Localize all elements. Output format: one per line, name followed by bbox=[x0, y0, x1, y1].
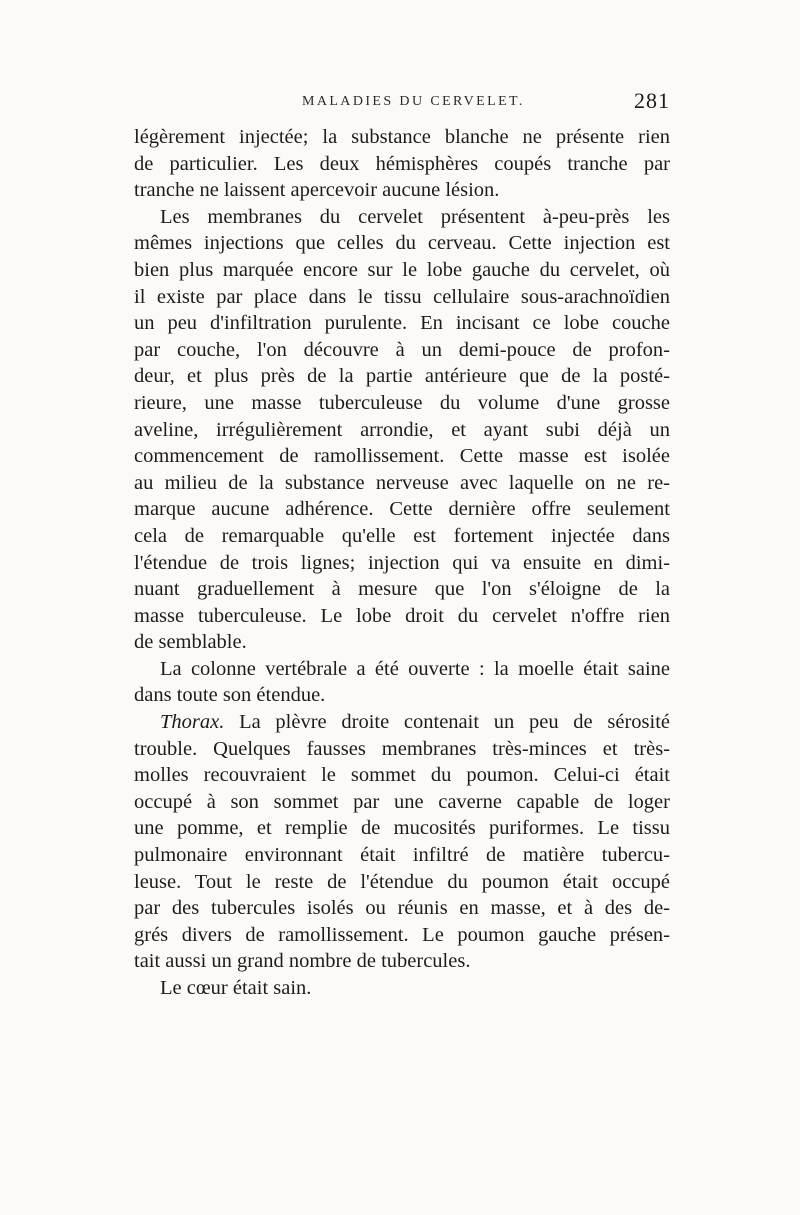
text-line: trouble. Quelques fausses membranes très-minces et très- bbox=[134, 737, 670, 760]
text-line: bien plus marquée encore sur le lobe gauche du cervelet, où bbox=[134, 258, 670, 281]
running-head: MALADIES DU CERVELET. bbox=[302, 94, 525, 109]
text-line: occupé à son sommet par une caverne capable de loger bbox=[134, 790, 670, 813]
text-line: l'étendue de trois lignes; injection qui va ensuite en dimi- bbox=[134, 551, 670, 574]
text-line: Les membranes du cervelet présentent à-peu-près les bbox=[160, 205, 670, 228]
text-line: deur, et plus près de la partie antérieure que de la posté- bbox=[134, 365, 670, 388]
text-line: mêmes injections que celles du cerveau. Cette injection est bbox=[134, 232, 670, 255]
text-line: par des tubercules isolés ou réunis en masse, et à des de- bbox=[134, 897, 670, 920]
text-line: cela de remarquable qu'elle est fortement injectée dans bbox=[134, 524, 670, 547]
page-header bbox=[134, 88, 670, 118]
text-line: masse tuberculeuse. Le lobe droit du cervelet n'offre rien bbox=[134, 604, 670, 627]
thorax-line bbox=[134, 709, 670, 736]
text-line: Le cœur était sain. bbox=[160, 977, 312, 999]
text-line: aveline, irrégulièrement arrondie, et ayant subi déjà un bbox=[134, 418, 670, 441]
text-line: tranche ne laissent apercevoir aucune lésion. bbox=[134, 179, 500, 202]
page-number: 281 bbox=[634, 88, 670, 113]
thorax-line-rest: La plèvre droite contenait un peu de sérosité bbox=[224, 711, 670, 734]
text-line: au milieu de la substance nerveuse avec laquelle on ne re- bbox=[134, 471, 670, 494]
text-line: La colonne vertébrale a été ouverte : la moelle était saine bbox=[160, 657, 670, 680]
text-line: grés divers de ramollissement. Le poumon gauche présen- bbox=[134, 923, 670, 946]
text-line: molles recouvraient le sommet du poumon. Celui-ci était bbox=[134, 764, 670, 787]
text-line: rieure, une masse tuberculeuse du volume d'une grosse bbox=[134, 391, 670, 414]
text-line: légèrement injectée; la substance blanche ne présente rien bbox=[134, 126, 670, 148]
text-line: une pomme, et remplie de mucosités puriformes. Le tissu bbox=[134, 817, 670, 840]
text-line: de particulier. Les deux hémisphères coupés tranche par bbox=[134, 152, 670, 175]
text-line: il existe par place dans le tissu cellulaire sous-arachnoïdien bbox=[134, 285, 670, 308]
text-line: nuant graduellement à mesure que l'on s'éloigne de la bbox=[134, 578, 670, 601]
text-line: par couche, l'on découvre à un demi-pouce de profon- bbox=[134, 338, 670, 361]
text-line: commencement de ramollissement. Cette masse est isolée bbox=[134, 445, 670, 468]
text-line: pulmonaire environnant était infiltré de matière tubercu- bbox=[134, 844, 670, 867]
text-line: un peu d'infiltration purulente. En incisant ce lobe couche bbox=[134, 312, 670, 335]
text-line: leuse. Tout le reste de l'étendue du poumon était occupé bbox=[134, 870, 670, 893]
text-line: marque aucune adhérence. Cette dernière offre seulement bbox=[134, 498, 670, 521]
text-line: de semblable. bbox=[134, 631, 247, 654]
text-line: tait aussi un grand nombre de tubercules. bbox=[134, 950, 471, 973]
book-page bbox=[134, 88, 670, 1002]
text-line: dans toute son étendue. bbox=[134, 684, 326, 707]
thorax-heading: Thorax. bbox=[160, 711, 225, 734]
body-text bbox=[134, 124, 670, 1002]
